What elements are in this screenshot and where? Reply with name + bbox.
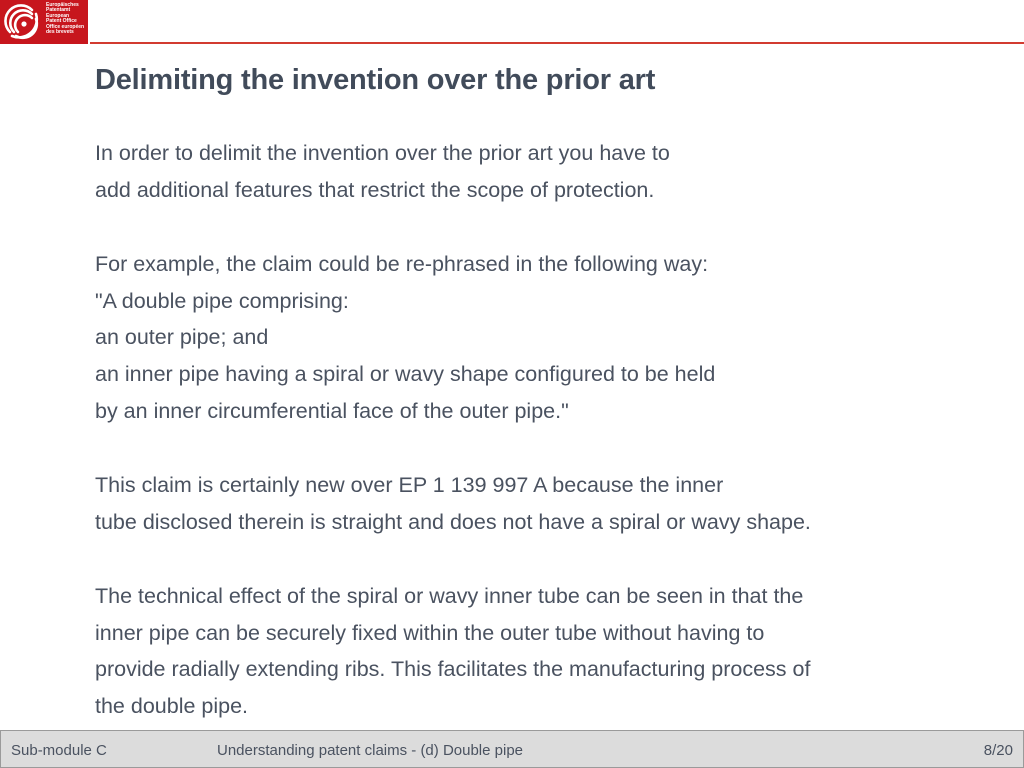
logo-line: Office européen [46,23,85,30]
slide-body [95,135,995,725]
body-line: This claim is certainly new over EP 1 139 997 A because the inner [95,473,724,498]
body-line: tube disclosed therein is straight and does not have a spiral or wavy shape. [95,509,811,534]
body-line: the double pipe. [95,694,249,719]
body-line: an inner pipe having a spiral or wavy shape configured to be held [95,362,716,387]
epo-logo [0,0,88,44]
body-line: In order to delimit the invention over the prior art you have to [95,141,670,165]
slide-footer [0,730,1024,768]
body-line: inner pipe can be securely fixed within the outer tube without having to [95,620,765,645]
body-line: add additional features that restrict the scope of protection. [95,177,655,202]
footer-topic-label: Understanding patent claims - (d) Double pipe [217,742,523,759]
body-line [95,541,995,578]
body-line: "A double pipe comprising: [95,288,349,313]
body-line: provide radially extending ribs. This facilitates the manufacturing process of [95,657,811,682]
body-line [95,209,995,246]
slide-header [0,0,1024,46]
logo-line: Patentamt [46,7,71,14]
body-line: an outer pipe; and [95,325,269,350]
footer-module-label: Sub-module C [11,742,107,759]
body-line: by an inner circumferential face of the outer pipe." [95,399,569,424]
body-line: For example, the claim could be re-phrased in the following way: [95,251,709,276]
logo-line: des brevets [46,29,74,36]
logo-line: Europäisches [46,2,79,8]
epo-logo-icon [2,2,42,42]
slide-title: Delimiting the invention over the prior art [95,64,656,96]
logo-wordmark [46,3,88,35]
body-line [95,430,995,467]
header-divider [90,42,1024,44]
logo-line: European [46,12,70,19]
logo-line: Patent Office [46,18,77,25]
page-number: 8/20 [983,742,1013,759]
body-line: The technical effect of the spiral or wavy inner tube can be seen in that the [95,583,804,608]
